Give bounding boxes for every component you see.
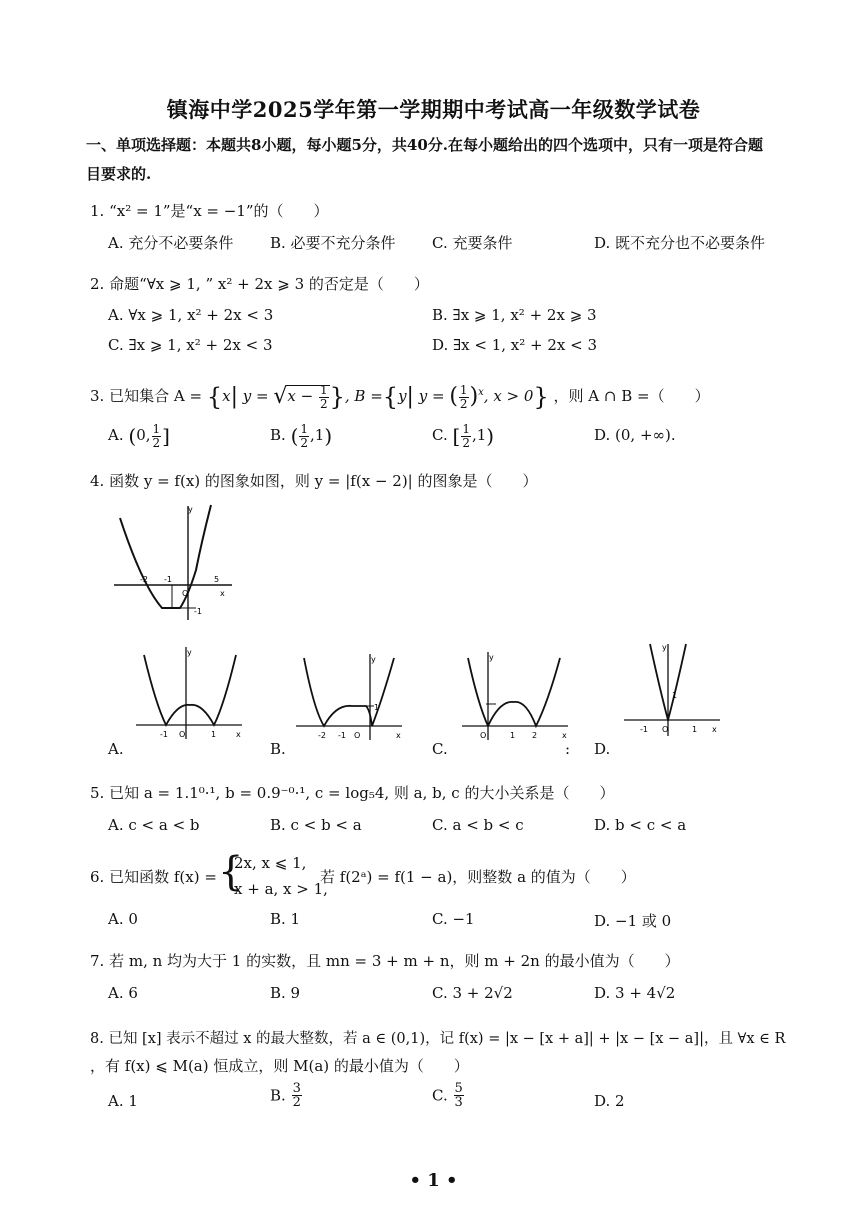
q2-stem: 2. 命题“∀x ⩾ 1, ” x² + 2x ⩾ 3 的否定是（ ）: [90, 275, 429, 293]
svg-text:O: O: [182, 589, 189, 598]
svg-text:x: x: [220, 589, 225, 598]
q3-set-a: {x| y = √x − $\frac{1}{2}$ },: [206, 382, 355, 411]
svg-text:x: x: [396, 731, 401, 740]
q3-option-a[interactable]: A. (0, $\frac{1}{2}$ ]: [108, 421, 170, 450]
q2-option-a[interactable]: A. ∀x ⩾ 1, x² + 2x < 3: [108, 306, 274, 324]
q5-option-a[interactable]: A. c < a < b: [108, 816, 200, 834]
q8-option-c[interactable]: C. $\frac{5}{3}$: [432, 1081, 463, 1110]
section-heading-line1: 一、单项选择题：本题共8小题，每小题5分，共40分.在每小题给出的四个选项中，只有一项是符合题: [86, 136, 763, 154]
svg-text:1: 1: [211, 730, 217, 739]
q2-option-d[interactable]: D. ∃x < 1, x² + 2x < 3: [432, 336, 598, 354]
svg-text:-1: -1: [338, 731, 346, 740]
svg-text:2: 2: [532, 731, 538, 740]
section-heading-line2: 目要求的.: [86, 165, 152, 183]
svg-text:O: O: [662, 725, 669, 734]
svg-text:5: 5: [214, 575, 220, 584]
q8-stem-line2: ，有 f(x) ⩽ M(a) 恒成立，则 M(a) 的最小值为（ ）: [90, 1057, 469, 1075]
q6-case1: 2x, x ⩽ 1,: [234, 854, 307, 872]
svg-text:x: x: [236, 730, 241, 739]
svg-text:y: y: [662, 643, 667, 652]
svg-text:-1: -1: [164, 575, 172, 584]
q6-option-a[interactable]: A. 0: [108, 910, 138, 928]
q4-label-c[interactable]: C.: [432, 740, 448, 758]
q7-option-a[interactable]: A. 6: [108, 984, 138, 1002]
q3-set-b: B ={y| y = ( $\frac{1}{2}$ )$^x$, x > 0}: [354, 382, 549, 411]
q4-label-b[interactable]: B.: [270, 740, 286, 758]
q5-option-b[interactable]: B. c < b < a: [270, 816, 362, 834]
svg-text:-2: -2: [140, 575, 148, 584]
q3-stem: [90, 376, 710, 414]
svg-text:1: 1: [672, 691, 678, 700]
svg-text:O: O: [354, 731, 361, 740]
svg-text:x: x: [562, 731, 567, 740]
q6-option-b[interactable]: B. 1: [270, 910, 301, 928]
q4-main-graph: [110, 500, 240, 625]
q4-label-d[interactable]: D.: [594, 740, 611, 758]
q7-option-c[interactable]: C. 3 + 2√2: [432, 984, 513, 1002]
q2-option-c[interactable]: C. ∃x ⩾ 1, x² + 2x < 3: [108, 336, 273, 354]
svg-text:y: y: [489, 653, 494, 662]
q3-option-d[interactable]: D. (0, +∞).: [594, 426, 676, 444]
q5-stem: 5. 已知 a = 1.1⁰·¹, b = 0.9⁻⁰·¹, c = log₅4, 则 a, b, c 的大小关系是（ ）: [90, 784, 615, 802]
svg-text:1: 1: [510, 731, 516, 740]
q4-graph-b: [290, 650, 410, 745]
svg-text:-2: -2: [318, 731, 326, 740]
q1-stem: 1. “x² = 1”是“x = −1”的（ ）: [90, 202, 329, 220]
q4-graph-d: [620, 640, 730, 740]
q1-option-a[interactable]: A. 充分不必要条件: [108, 234, 234, 252]
q4-graph-c: [456, 648, 576, 745]
q3-prefix: 3. 已知集合 A =: [90, 387, 203, 405]
svg-text:-1: -1: [640, 725, 648, 734]
q4-stem: 4. 函数 y = f(x) 的图象如图，则 y = |f(x − 2)| 的图象是（ ）: [90, 472, 538, 490]
q3-option-b[interactable]: B. ( $\frac{1}{2}$ ,1): [270, 421, 333, 450]
q8-option-d[interactable]: D. 2: [594, 1092, 625, 1110]
q6-brace: {: [218, 849, 244, 895]
q6-prefix: 6. 已知函数 f(x) =: [90, 868, 217, 886]
q4-label-a[interactable]: A.: [108, 740, 124, 758]
q4-label-colon: :: [565, 740, 571, 758]
svg-text:y: y: [371, 655, 376, 664]
q6-suffix: 若 f(2ᵃ) = f(1 − a)，则整数 a 的值为（ ）: [320, 868, 636, 886]
q6-option-c[interactable]: C. −1: [432, 910, 475, 928]
q7-option-d[interactable]: D. 3 + 4√2: [594, 984, 676, 1002]
q8-stem-line1: 8. 已知 [x] 表示不超过 x 的最大整数，若 a ∈ (0,1)，记 f(x) = |x − [x + a]| + |x − [x − a]|，且 ∀x ∈ R: [90, 1031, 786, 1047]
q6-option-d[interactable]: D. −1 或 0: [594, 912, 672, 930]
q8-option-a[interactable]: A. 1: [108, 1092, 138, 1110]
exam-title: 镇海中学2025学年第一学期期中考试高一年级数学试卷: [166, 97, 701, 122]
q2-option-b[interactable]: B. ∃x ⩾ 1, x² + 2x ⩾ 3: [432, 306, 597, 324]
svg-text:y: y: [187, 648, 192, 657]
q6-case2: x + a, x > 1,: [234, 880, 328, 898]
svg-text:-1: -1: [194, 607, 202, 616]
svg-text:-1: -1: [160, 730, 168, 739]
q8-option-b[interactable]: B. $\frac{3}{2}$: [270, 1081, 301, 1110]
q1-option-b[interactable]: B. 必要不充分条件: [270, 234, 396, 252]
svg-text:O: O: [179, 730, 186, 739]
q4-graph-a: [130, 643, 250, 743]
page-number: • 1 •: [409, 1170, 458, 1191]
q7-option-b[interactable]: B. 9: [270, 984, 301, 1002]
q5-option-d[interactable]: D. b < c < a: [594, 816, 687, 834]
q1-option-c[interactable]: C. 充要条件: [432, 234, 513, 252]
q1-option-d[interactable]: D. 既不充分也不必要条件: [594, 234, 766, 252]
q3-suffix: ，则 A ∩ B =（ ）: [553, 387, 710, 405]
q5-option-c[interactable]: C. a < b < c: [432, 816, 524, 834]
q3-option-c[interactable]: C. [ $\frac{1}{2}$ ,1): [432, 421, 495, 450]
svg-text:y: y: [188, 505, 193, 514]
svg-text:1: 1: [374, 703, 380, 712]
q7-stem: 7. 若 m, n 均为大于 1 的实数，且 mn = 3 + m + n，则 m + 2n 的最小值为（ ）: [90, 952, 680, 970]
svg-text:O: O: [480, 731, 487, 740]
svg-text:x: x: [712, 725, 717, 734]
svg-text:1: 1: [692, 725, 698, 734]
